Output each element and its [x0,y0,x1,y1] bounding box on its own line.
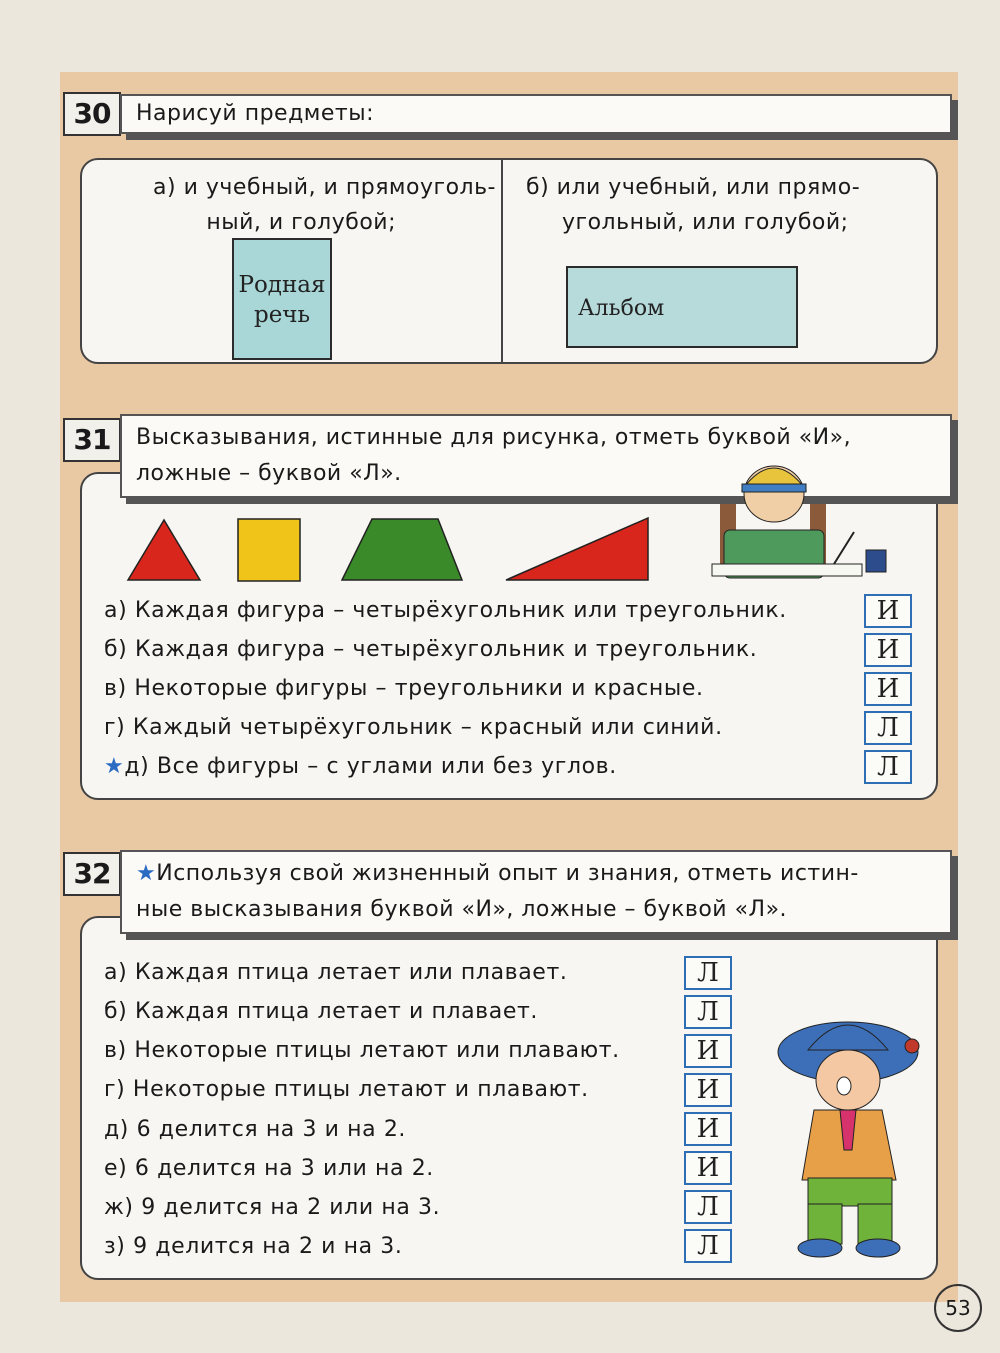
task-30-number: 30 [63,92,121,136]
task-32-number: 32 [63,852,121,896]
answer-box[interactable]: Л [684,1190,732,1224]
answer-box[interactable]: Л [864,750,912,784]
boy-in-hat-illustration [774,1010,934,1260]
yellow-square [238,519,300,581]
answer-box[interactable]: Л [684,995,732,1029]
task-31-statement [104,754,617,779]
answer-box[interactable]: И [684,1034,732,1068]
task-31-title-line1: Высказывания, истинные для рисунка, отметь буквой «И», [136,425,852,450]
task-31-number: 31 [63,418,121,462]
red-right-triangle [506,518,648,580]
task-32-statement: г) Некоторые птицы летают и плавают. [104,1077,589,1102]
task-32-title-line2: ные высказывания буквой «И», ложные – буквой «Л». [136,897,788,922]
option-b-line1: б) или учебный, или прямо- [526,175,861,200]
task-32-statement: а) Каждая птица летает или плавает. [104,960,568,985]
task-30-option-b [526,170,912,240]
answer-box[interactable]: И [864,594,912,628]
task-30-option-a [100,170,496,240]
page-number: 53 [934,1284,982,1332]
drawing-book-line2: речь [253,302,311,328]
answer-box[interactable]: И [684,1151,732,1185]
task-31-statement: в) Некоторые фигуры – треугольники и красные. [104,676,704,701]
task-31-title-line2: ложные – буквой «Л». [136,461,402,486]
task-32-title [120,850,952,934]
answer-box[interactable]: И [864,633,912,667]
figures-illustration [120,510,660,586]
drawing-book [232,238,332,360]
option-b-line2: угольный, или голубой; [562,210,849,235]
star-icon: ★ [104,754,125,779]
task-30-title: Нарисуй предметы: [120,94,952,134]
task-31-statement: а) Каждая фигура – четырёхугольник или треугольник. [104,598,787,623]
red-triangle [128,520,200,580]
task-32-title-text: Используя свой жизненный опыт и знания, отметь истин- [156,861,859,886]
task-32-statement: д) 6 делится на 3 и на 2. [104,1117,407,1142]
star-icon: ★ [136,861,157,886]
task-31-statement: б) Каждая фигура – четырёхугольник и треугольник. [104,637,758,662]
task-32-statement: ж) 9 делится на 2 или на 3. [104,1195,441,1220]
drawing-album: Альбом [566,266,798,348]
answer-box[interactable]: И [864,672,912,706]
answer-box[interactable]: И [684,1073,732,1107]
statement-text: д) Все фигуры – с углами или без углов. [124,754,617,779]
answer-box[interactable]: Л [684,956,732,990]
child-drawing-illustration [684,454,900,580]
task-31-statement: г) Каждый четырёхугольник – красный или синий. [104,715,723,740]
drawing-book-line1: Родная [238,272,326,298]
option-a-line2: ный, и голубой; [206,210,396,235]
option-a-line1: а) и учебный, и прямоуголь- [153,175,496,200]
answer-box[interactable]: И [684,1112,732,1146]
task-32-statement: б) Каждая птица летает и плавает. [104,999,538,1024]
column-divider [501,160,503,362]
answer-box[interactable]: Л [864,711,912,745]
answer-box[interactable]: Л [684,1229,732,1263]
green-trapezoid [342,519,462,580]
task-32-statement: в) Некоторые птицы летают или плавают. [104,1038,620,1063]
task-32-statement: е) 6 делится на 3 или на 2. [104,1156,434,1181]
task-32-title-line1 [136,856,936,892]
task-32-statement: з) 9 делится на 2 и на 3. [104,1234,403,1259]
